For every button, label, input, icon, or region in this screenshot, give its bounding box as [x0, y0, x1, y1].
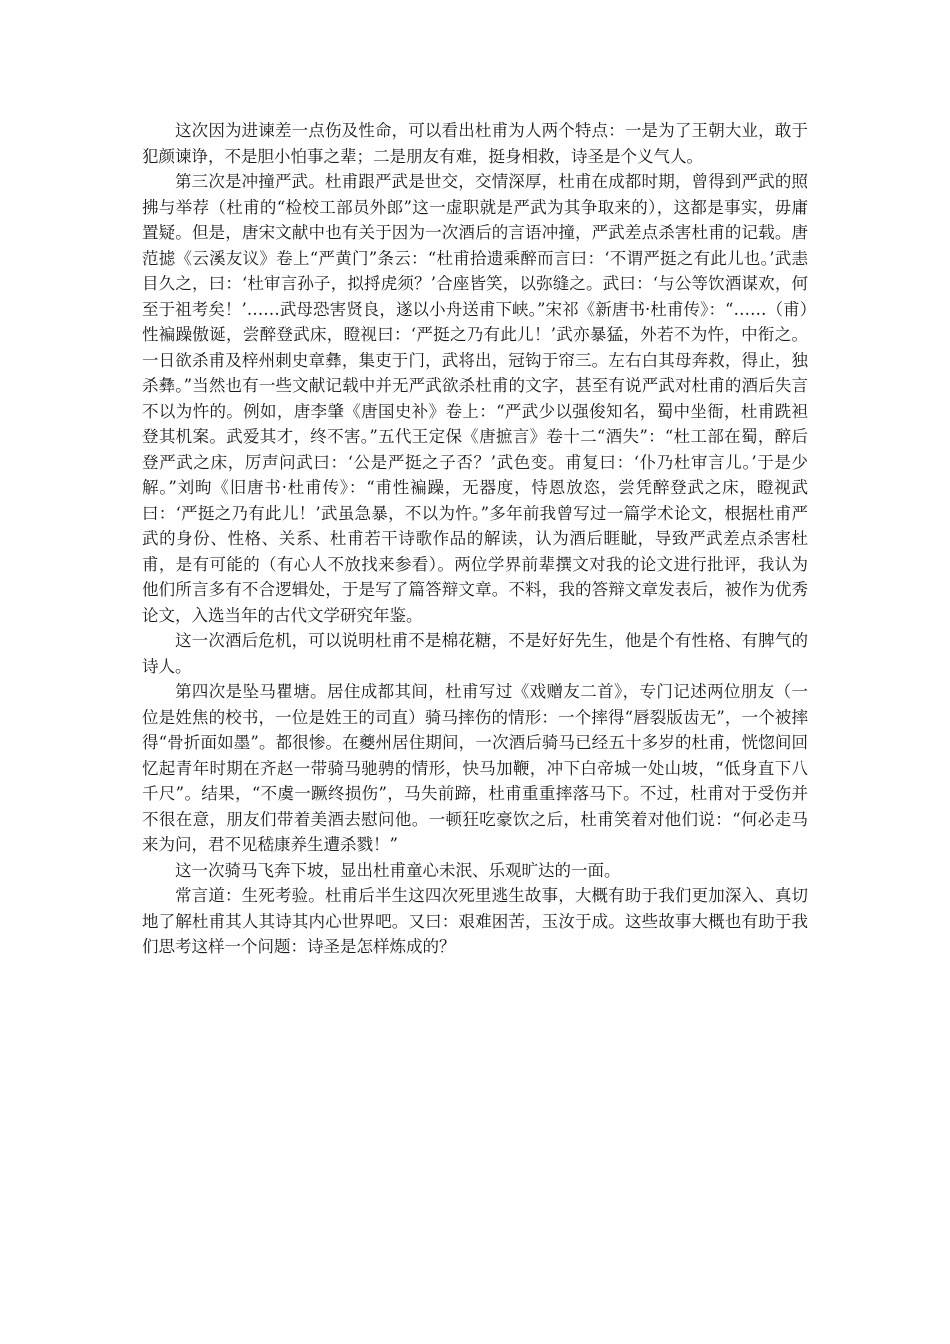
paragraph-5: 这一次骑马飞奔下坡，显出杜甫童心未泯、乐观旷达的一面。 [175, 860, 621, 880]
paragraph-2: 第三次是冲撞严武。杜甫跟严武是世交，交情深厚，杜甫在成都时期，曾得到严武的照拂与举荐（杜甫的“检校工部员外郎”这一虚职就是严武为其争取来的），这都是事实，毋庸置疑。但是，唐宋文献中也有关于因为一次酒后的言语冲撞，严武差点杀害杜甫的记载。唐范摅《云溪友议》卷上“严黄门”条云：“杜甫拾遗乘醉而言曰：‘不谓严挺之有此儿也。’武恚目久之，曰：‘杜审言孙子，拟捋虎须？’合座皆笑，以弥缝之。武曰：‘与公等饮酒谋欢，何至于祖考矣！’……武母恐害贤良，遂以小舟送甫下峡。”宋祁《新唐书·杜甫传》：“……（甫）性褊躁傲诞，尝醉登武床，瞪视曰：‘严挺之乃有此儿！’武亦暴猛，外若不为忤，中衔之。一日欲杀甫及梓州刺史章彝，集吏于门，武将出，冠钩于帘三。左右白其母奔救，得止，独杀彝。”当然也有一些文献记载中并无严武欲杀杜甫的文字，甚至有说严武对杜甫的酒后失言不以为忤的。例如，唐李肇《唐国史补》卷上：“严武少以强俊知名，蜀中坐衙，杜甫跣袒登其机案。武爱其才，终不害。”五代王定保《唐摭言》卷十二“酒失”：“杜工部在蜀，醉后登严武之床，厉声问武曰：‘公是严挺之子否？’武色变。甫复曰：‘仆乃杜审言儿。’于是少解。”刘昫《旧唐书·杜甫传》：“甫性褊躁，无器度，恃恩放恣，尝凭醉登武之床，瞪视武曰：‘严挺之乃有此儿！’武虽急暴，不以为忤。”多年前我曾写过一篇学术论文，根据杜甫严武的身份、性格、关系、杜甫若干诗歌作品的解读，认为酒后睚眦，导致严武差点杀害杜甫，是有可能的（有心人不放找来参看）。两位学界前辈撰文对我的论文进行批评，我认为他们所言多有不合逻辑处，于是写了篇答辩文章。不料，我的答辩文章发表后，被作为优秀论文，入选当年的古代文学研究年鉴。 [142, 172, 808, 625]
paragraph-6: 常言道：生死考验。杜甫后半生这四次死里逃生故事，大概有助于我们更加深入、真切地了解杜甫其人其诗其内心世界吧。又曰：艰难困苦，玉汝于成。这些故事大概也有助于我们思考这样一个问题：诗圣是怎样炼成的？ [142, 886, 808, 956]
paragraph-4: 第四次是坠马瞿塘。居住成都其间，杜甫写过《戏赠友二首》，专门记述两位朋友（一位是姓焦的校书，一位是姓王的司直）骑马摔伤的情形：一个摔得“唇裂版齿无”，一个被摔得“骨折面如墨”。都很惨。在夔州居住期间，一次酒后骑马已经五十多岁的杜甫，恍惚间回忆起青年时期在齐赵一带骑马驰骋的情形，快马加鞭，冲下白帝城一处山坡，“低身直下八千尺”。结果，“不虞一蹶终损伤”，马失前蹄，杜甫重重摔落马下。不过，杜甫对于受伤并不很在意，朋友们带着美酒去慰问他。一顿狂吃豪饮之后，杜甫笑着对他们说：“何必走马来为问，君不见嵇康养生遭杀戮！” [142, 682, 808, 854]
document-body [142, 118, 808, 960]
paragraph-3: 这一次酒后危机，可以说明杜甫不是棉花糖，不是好好先生，他是个有性格、有脾气的诗人。 [142, 631, 808, 676]
paragraph-1: 这次因为进谏差一点伤及性命，可以看出杜甫为人两个特点：一是为了王朝大业，敢于犯颜谏诤，不是胆小怕事之辈；二是朋友有难，挺身相救，诗圣是个义气人。 [142, 121, 808, 166]
